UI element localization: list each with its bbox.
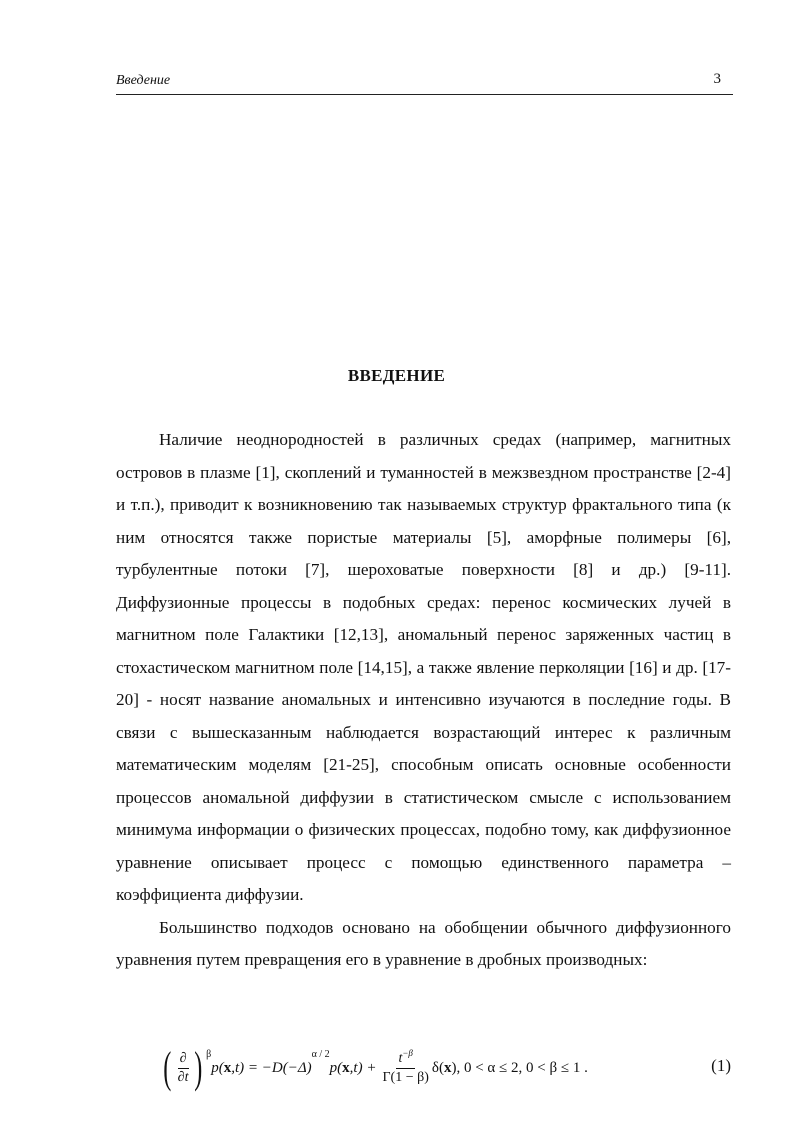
equation-number: (1) [711,1056,731,1075]
page-number: 3 [713,71,721,87]
eq-term-p1: p( [211,1059,224,1076]
alpha-exponent: α / 2 [311,1048,330,1060]
derivative-fraction [176,1050,191,1087]
body-text [116,424,731,977]
running-header [116,70,733,95]
source-numerator-exp: −β [402,1047,413,1058]
eq-term-p2: p( [329,1059,343,1076]
source-numerator-t: t [398,1050,403,1066]
eq-term-p1-end: ,t) = −D(−Δ) [231,1059,312,1076]
eq-delta: δ( [431,1059,444,1076]
paragraph-2: Большинство подходов основано на обобщении обычного диффузионного уравнения путем превращения его в уравнение в дробных производных: [116,917,731,969]
derivative-numerator: ∂ [178,1050,189,1069]
eq-x-1: x [223,1059,232,1076]
equation-body [160,1040,588,1096]
eq-tail: ), 0 < α ≤ 2, 0 < β ≤ 1 . [451,1059,588,1076]
left-paren: ( [163,1043,172,1092]
equation-1 [160,1040,733,1096]
section-title: ВВЕДЕНИЕ [347,366,446,385]
eq-x-2: x [342,1059,350,1076]
beta-exponent: β [206,1048,212,1060]
source-denominator: Γ(1 − β) [382,1069,429,1085]
right-paren: ) [194,1043,203,1092]
eq-term-p2-end: ,t) + [349,1059,377,1076]
paragraph-1: Наличие неоднородностей в различных средах (например, магнитных островов в плазме [1], скоплений и туманностей в межзвездном пространстве [2-4] и т.п.), приводит к возникновению так называемых структур фрактального типа (к ним относятся также пористые материалы [5], аморфные полимеры [6], турбулентные потоки [7], шероховатые поверхности [8] и др.) [9-11]. Диффузионные процессы в подобных средах: перенос космических лучей в магнитном поле Галактики [12,13], аномальный перенос заряженных частиц в стохастическом магнитном поле [14,15], а также явление перколяции [16] и др. [17-20] - носят название аномальных и интенсивно изучаются в последние годы. В связи с вышесказанным наблюдается возрастающий интерес к различным математическим моделям [21-25], способным описать основные особенности процессов аномальной диффузии в статистическом смысле с использованием минимума информации о физических процессах, подобно тому, как диффузионное уравнение описывает процесс с помощью единственного параметра – коэффициента диффузии. [116,430,731,904]
derivative-denominator: ∂t [177,1069,189,1085]
header-title: Введение [116,73,171,88]
source-fraction [380,1047,430,1087]
eq-x-3: x [443,1059,452,1076]
source-numerator [396,1047,414,1069]
